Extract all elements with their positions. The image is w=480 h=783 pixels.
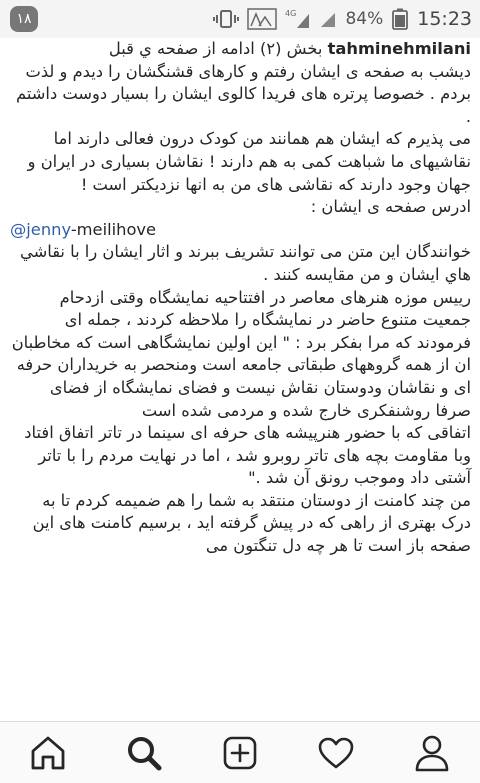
- svg-text:4G: 4G: [285, 9, 297, 18]
- caption-paragraph: ادرس صفحه ی ايشان :: [310, 197, 471, 217]
- mention-line: [10, 219, 471, 242]
- new-post-icon: [222, 735, 258, 771]
- caption-paragraph: ديشب به صفحه ی ايشان رفتم و کارهای قشنگشان را ديدم و لذت بردم . خصوصا پرتره های فريدا کالوی ايشان را بسيار دوست داشتم .: [16, 61, 471, 126]
- status-bar: [0, 0, 480, 38]
- caption-paragraph: خوانندگان اين متن می توانند تشريف ببرند و اثار ايشان را با نقاشي هاي ايشان و من مقايسه كنند .: [20, 242, 471, 284]
- caption-part-heading: بخش (۲) ادامه از صفحه ي قبل: [108, 39, 323, 58]
- nav-activity-button[interactable]: [306, 728, 366, 778]
- post-caption: [10, 38, 471, 219]
- nav-home-button[interactable]: [18, 728, 78, 778]
- battery-percent: 84%: [345, 9, 384, 29]
- caption-paragraph: من چند کامنت از دوستان منتقد به شما را هم ضميمه کردم تا به درک بهتری از راهی که در پيش گرفته ايد ، برسيم کامنت های اين صفحه باز است تا هر چه دل تنگتون می: [32, 490, 471, 556]
- nav-profile-button[interactable]: [402, 728, 462, 778]
- post-caption-area: [0, 38, 480, 720]
- search-icon: [126, 735, 162, 771]
- caption-paragraph: رييس موزه هنرهای معاصر در افتتاحيه نمايشگاه وقتی ازدحام جمعيت متنوع حاضر در نمايشگاه را ملاحظه کردند ، جمله ای فرمودند که مرا بفکر برد : " اين اولين نمايشگاهی است که مخاطبان ان از همه گروههای طبقاتی جامعه است ومنحصر به خريداران حرفه ای و نقاشان ودوستان نقاش نيست و فضای نمايشگاه از فضای صرفا روشنفکری خارج شده و مردمی شده است: [11, 287, 471, 420]
- clock: 15:23: [417, 8, 472, 30]
- battery-icon: [391, 8, 409, 30]
- nav-new-post-button[interactable]: [210, 728, 270, 778]
- post-username[interactable]: tahminehmilani: [327, 39, 471, 58]
- post-caption-continued: [10, 241, 471, 557]
- signal-bars-icon: [319, 9, 337, 29]
- mention-rest: -meilihove: [70, 219, 157, 239]
- notification-count-badge: ۱۸: [10, 6, 38, 32]
- mention-link[interactable]: @jenny: [10, 219, 71, 239]
- bottom-nav-bar: [0, 721, 480, 783]
- caption-paragraph: می پذيرم که ايشان هم همانند من کودک درون فعالی دارند اما نقاشيهای ما شباهت كمی به هم دارند ! نقاشان بسياری در ايران و جهان وجود دارند که نقاشی های من به انها نزديکتر است !: [27, 129, 471, 194]
- home-icon: [29, 735, 67, 771]
- screenshot-icon: [247, 8, 277, 30]
- signal-icon: [285, 8, 311, 30]
- profile-icon: [414, 734, 450, 772]
- heart-icon: [317, 736, 355, 770]
- status-icons: [213, 0, 472, 38]
- vibrate-icon: [213, 9, 239, 29]
- caption-paragraph: اتفاقی که با حضور هنرپيشه های حرفه ای سينما در تاتر اتفاق افتاد وبا مقاومت بچه های تاتر روبرو شد ، اما در نهايت مردم را با تاتر آشتی داد وموجب رونق آن شد .": [24, 423, 471, 488]
- nav-search-button[interactable]: [114, 728, 174, 778]
